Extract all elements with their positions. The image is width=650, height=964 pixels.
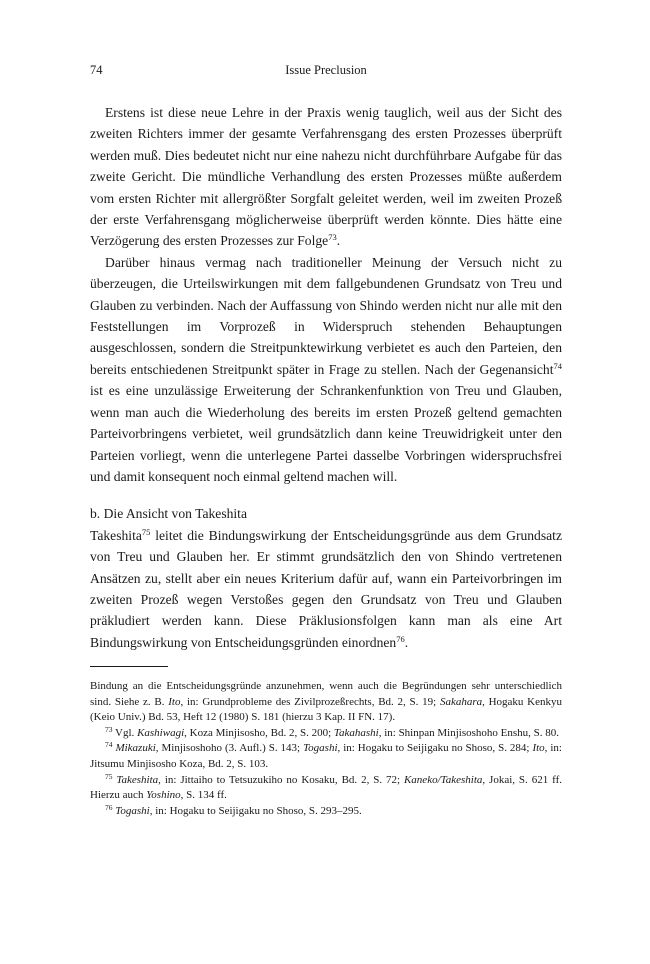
page-number: 74 <box>90 63 103 77</box>
paragraph-3: Takeshita$^{75}$ leitet die Bindungswirkung der Entscheidungsgründe aus dem Grundsatz von Treu und Glauben her. Er stimmt grundsätzlich den von Shindo vertretenen Ansätzen zu, stellt aber ein neues Kriterium dafür auf, wann ein Parteivorbringen im zweiten Prozeß wegen Verstoßes gegen den Grundsatz von Treu und Glauben präkludiert werden kann. Diese Präklusionsfolgen kann man als eine Art Bindungswirkung von Entscheidungsgründen einordnen$^{76}$. <box>90 526 562 650</box>
running-header <box>90 63 562 83</box>
footnote-ref-74: 74 <box>553 360 562 371</box>
footnote-ref-73: 73 <box>328 232 337 243</box>
footnote-divider <box>90 666 168 667</box>
footnote-ref-75: 75 <box>141 526 151 537</box>
section-heading: b. Die Ansicht von Takeshita <box>90 506 247 522</box>
footnote-continued: Bindung an die Entscheidungsgründe anzunehmen, wenn auch die Begründungen sehr unterschiedlich sind. Siehe z. B. Ito, in: Grundprobleme des Zivilprozeßrechts, Bd. 2, S. 19; Sakahara, Hogaku Kenkyu (Keio Univ.) Bd. 53, Heft 12 (1980) S. 181 (hierzu 3 Kap. II FN. 17). <box>90 680 563 724</box>
footnote-74: $^{74}$ Mikazuki, Minjisoshoho (3. Aufl.) S. 143; Togashi, in: Hogaku to Seijigaku no Shoso, S. 284; Ito, in: Jitsumu Minjisosho Koza, Bd. 2, S. 103. <box>90 740 562 770</box>
footnotes <box>90 679 562 819</box>
running-title: Issue Preclusion <box>285 63 367 77</box>
main-text <box>90 102 562 653</box>
footnote-76: $^{76}$ Togashi, in: Hogaku to Seijigaku no Shoso, S. 293–295. <box>105 802 362 817</box>
paragraph-1: Erstens ist diese neue Lehre in der Praxis wenig tauglich, weil aus der Sicht des zweiten Richters immer der gesamte Verfahrensgang des ersten Prozesses überprüft werden muß. Dies bedeutet nicht nur eine nahezu nicht durchführbare Aufgabe für das zweite Gericht. Die mündliche Verhandlung des ersten Prozesses müßte außerdem vom ersten Richter mit allergrößter Sorgfalt geleitet werden, weil im zweiten Prozeß der erste Verfahrensgang möglicherweise überprüft werden könnte. Dies hätte eine Verzögerung des ersten Prozesses zur Folge$^{73}$. <box>90 105 562 249</box>
paragraph-2: Darüber hinaus vermag nach traditioneller Meinung der Versuch nicht zu überzeugen, die Urteilswirkungen mit dem fallgebundenen Grundsatz von Treu und Glauben zu verbinden. Nach der Auffassung von Shindo werden nicht nur alle mit den Feststellungen im Vorprozeß in Widerspruch stehenden Behauptungen ausgeschlossen, sondern die Streitpunktewirkung verbietet es auch den Parteien, den bereits entschiedenen Streitpunkt später in Frage zu stellen. Nach der Gegenansicht$^{74}$ ist es eine unzulässige Erweiterung der Schrankenfunktion von Treu und Glauben, wenn man auch die Wiederholung des bereits im ersten Prozeß geltend gemachten Parteivorbringens verbietet, weil grundsätzlich dann keine Treuwidrigkeit unter den Parteien vorliegt, wenn die unterlegene Partei dasselbe Vorbringen widerspruchsfrei und damit konsequent noch einmal geltend machen will. <box>90 254 562 484</box>
footnote-ref-76: 76 <box>396 633 405 644</box>
footnote-73: $^{73}$ Vgl. Kashiwagi, Koza Minjisosho, Bd. 2, S. 200; Takahashi, in: Shinpan Minjisoshoho Enshu, S. 80. <box>105 724 559 739</box>
footnote-75: $^{75}$ Takeshita, in: Jittaiho to Tetsuzukiho no Kosaku, Bd. 2, S. 72; Kaneko/Takeshita, Jokai, S. 621 ff. Hierzu auch Yoshino, S. 134 ff. <box>90 771 562 802</box>
